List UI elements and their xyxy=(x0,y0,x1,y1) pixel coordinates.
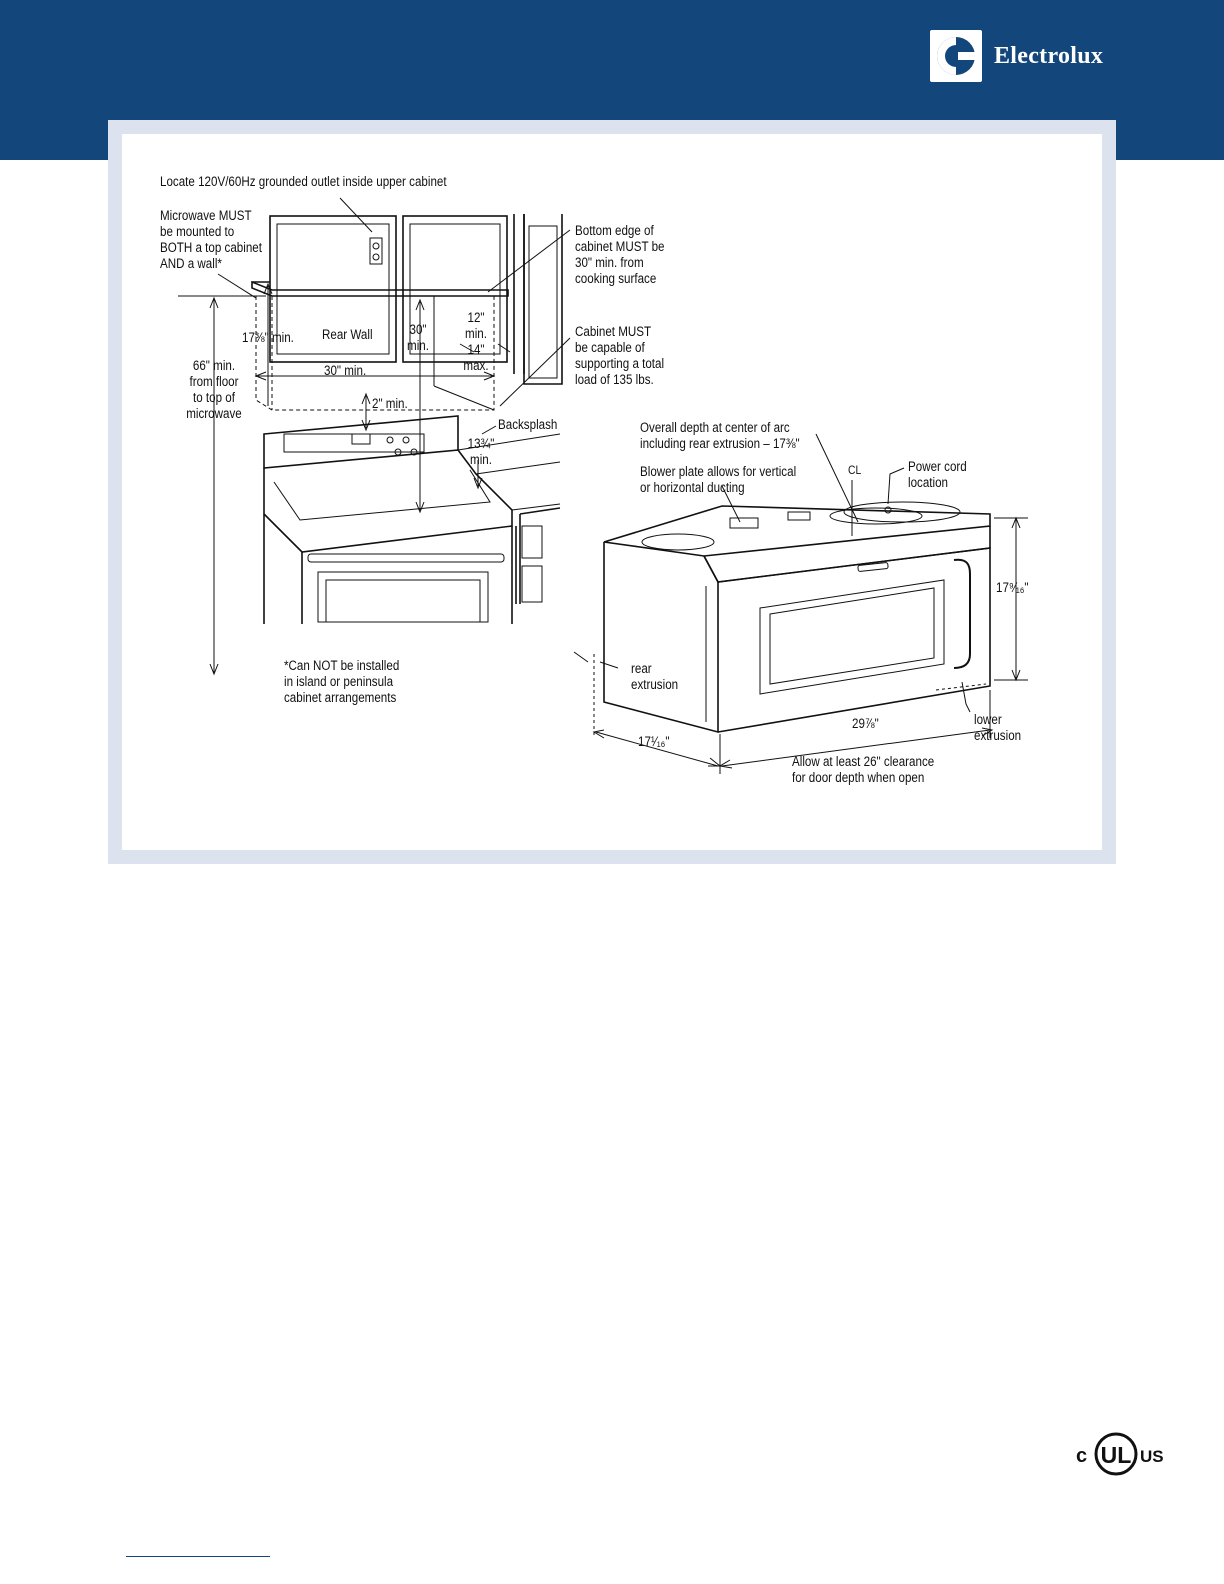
door-clearance-note: Allow at least 26" clearance for door depth when open xyxy=(792,754,935,785)
backsplash-label: Backsplash xyxy=(498,417,558,432)
centerline-label: CL xyxy=(848,463,862,477)
unit-width-label: 29⅞" xyxy=(852,716,879,731)
rear-wall-label: Rear Wall xyxy=(322,327,373,342)
overall-depth-note: Overall depth at center of arc including rear extrusion – 17⅜" xyxy=(640,420,800,451)
cert-prefix: c xyxy=(1076,1445,1088,1467)
unit-depth-label: 17¹⁄₁₆" xyxy=(638,734,670,749)
lower-extrusion-label: lower extrusion xyxy=(974,712,1022,743)
brand-name: Electrolux xyxy=(994,42,1104,69)
island-note: *Can NOT be installed in island or peninsula cabinet arrangements xyxy=(284,658,400,705)
diagram-area xyxy=(122,134,1102,850)
footer-rule xyxy=(126,1556,270,1557)
cabinet-depth-label: 12" min. 14" max. xyxy=(463,310,489,373)
blower-plate-icon xyxy=(730,518,758,528)
height-30-label: 30" min. xyxy=(407,322,429,353)
cert-suffix: US xyxy=(1140,1447,1164,1466)
width-min-label: 30" min. xyxy=(324,363,367,378)
mount-note: Microwave MUST be mounted to BOTH a top cabinet AND a wall* xyxy=(160,208,262,271)
diagram-panel xyxy=(108,120,1116,864)
blower-note: Blower plate allows for vertical or horizontal ducting xyxy=(640,464,797,495)
brand-logo xyxy=(930,28,1130,84)
ul-certification-mark xyxy=(1076,1412,1166,1481)
power-cord-label: Power cord location xyxy=(908,459,967,490)
gap-min-label: 2" min. xyxy=(372,396,408,411)
depth-min-label: 17⅜" min. xyxy=(242,330,294,345)
rear-extrusion-label: rear extrusion xyxy=(631,661,679,692)
unit-height-label: 17⁹⁄₁₆" xyxy=(996,580,1029,595)
cabinet-load-note: Cabinet MUST be capable of supporting a total load of 135 lbs. xyxy=(575,324,665,387)
cabinet-bottom-note: Bottom edge of cabinet MUST be 30" min. from cooking surface xyxy=(575,223,665,286)
cert-mark: UL xyxy=(1100,1442,1132,1468)
backsplash-depth-label: 13¾" min. xyxy=(467,436,495,467)
floor-height-label: 66" min. from floor to top of microwave xyxy=(186,358,242,421)
outlet-note: Locate 120V/60Hz grounded outlet inside upper cabinet xyxy=(160,174,447,189)
electrolux-logo-icon xyxy=(930,30,982,82)
